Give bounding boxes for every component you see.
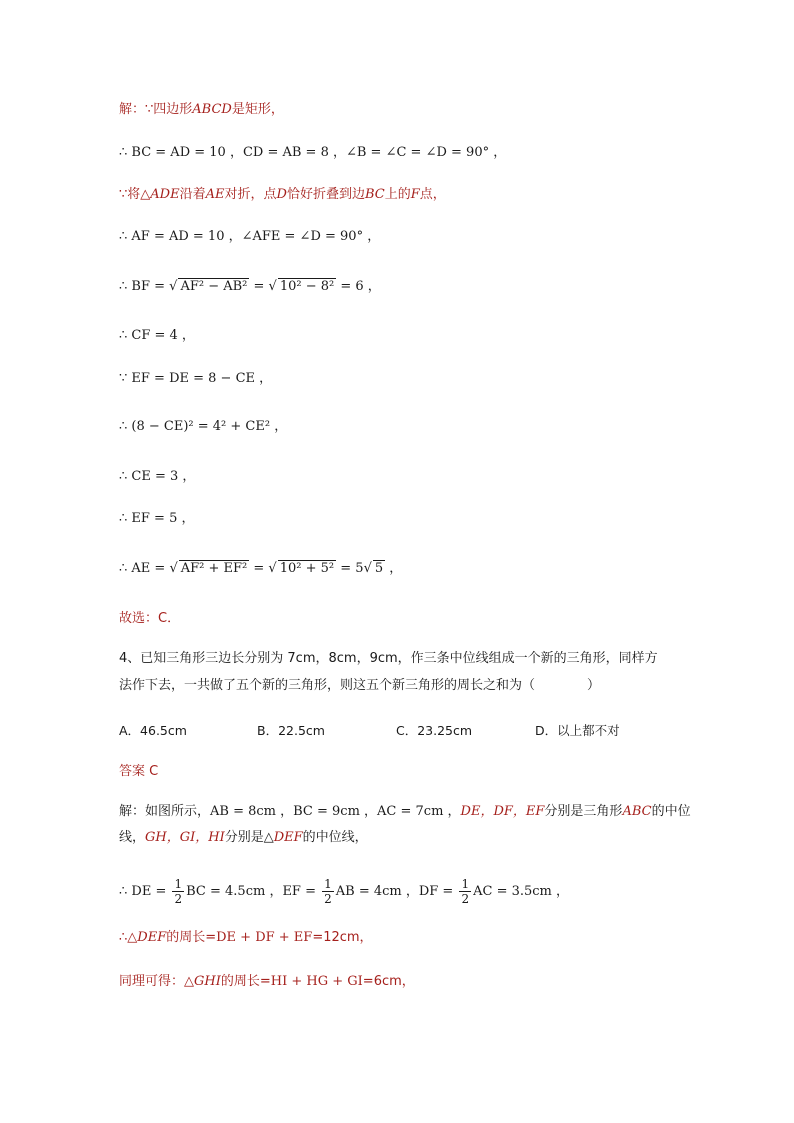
solution2-line4: ∴△DEF的周长=DE + DF + EF=12cm， [119,930,373,945]
question4-answer: 答案 C [119,764,159,779]
solution1-choice: 故选：C． [119,611,181,626]
radical-af-ab: AF² − AB² [180,279,248,294]
fraction-half: $\frac{1}{2}$ [174,877,183,906]
radical-af-ef: AF² + EF² [180,561,248,576]
solution1-line4: ∴ AF = AD = 10 ，∠AFE = ∠D = 90° ， [119,229,381,244]
solution1-line8: ∴ (8 − CE)² = 4² + CE² ， [119,419,288,434]
solution1-line9: ∴ CE = 3 ， [119,469,196,484]
solution1-line1: 解：∵四边形ABCD是矩形， [119,102,284,117]
solution1-line7: ∵ EF = DE = 8 − CE ， [119,371,273,386]
solution2-line2: 线，GH，GI，HI分别是△DEF的中位线， [119,830,368,845]
solution1-line2: ∴ BC = AD = 10 ，CD = AB = 8 ，∠B = ∠C = ∠D = 90° ， [119,145,507,160]
radical-5: 5 [374,561,384,576]
radical-10-8: 10² − 8² [279,279,335,294]
fraction-half: $\frac{1}{2}$ [324,877,332,906]
question4-line1: 4、已知三角形三边长分别为 7cm，8cm，9cm，作三条中位线组成一个新的三角形，同样方 [119,651,658,666]
option-d: D．以上都不对 [535,723,620,738]
option-a: A．46.5cm [119,723,187,738]
option-c: C．23.25cm [396,723,473,738]
solution1-line11: ∴ AE = √ AF² + EF² = √ 10² + 5² = 5√ 5 ， [119,561,403,576]
solution2-line5: 同理可得：△GHI的周长=HI + HG + GI=6cm， [119,974,415,989]
solution1-line10: ∴ EF = 5 ， [119,511,195,526]
option-b: B．22.5cm [257,723,325,738]
question4-line2: 法作下去，一共做了五个新的三角形，则这五个新三角形的周长之和为（ ） [119,678,601,693]
solution2-line1: 解：如图所示，AB = 8cm ，BC = 9cm ，AC = 7cm ，DE，DF，EF分别是三角形ABC的中位 [119,804,691,819]
solution2-line3: ∴ DE = $\frac{1}{2}$ BC = 4.5cm ，EF = $\frac{1}{2}$ AB = 4cm ，DF = $\frac{1}{2}$ AC = 3.5cm ， [119,877,570,906]
radical-10-5: 10² + 5² [279,561,335,576]
solution1-line6: ∴ CF = 4 ， [119,328,195,343]
fraction-half: $\frac{1}{2}$ [461,877,470,906]
solution1-line3: ∵将△ADE沿着AE对折，点D恰好折叠到边BC上的F点， [119,187,446,202]
solution1-line5: ∴ BF = √ AF² − AB² = √ 10² − 8² = 6 ， [119,279,381,294]
